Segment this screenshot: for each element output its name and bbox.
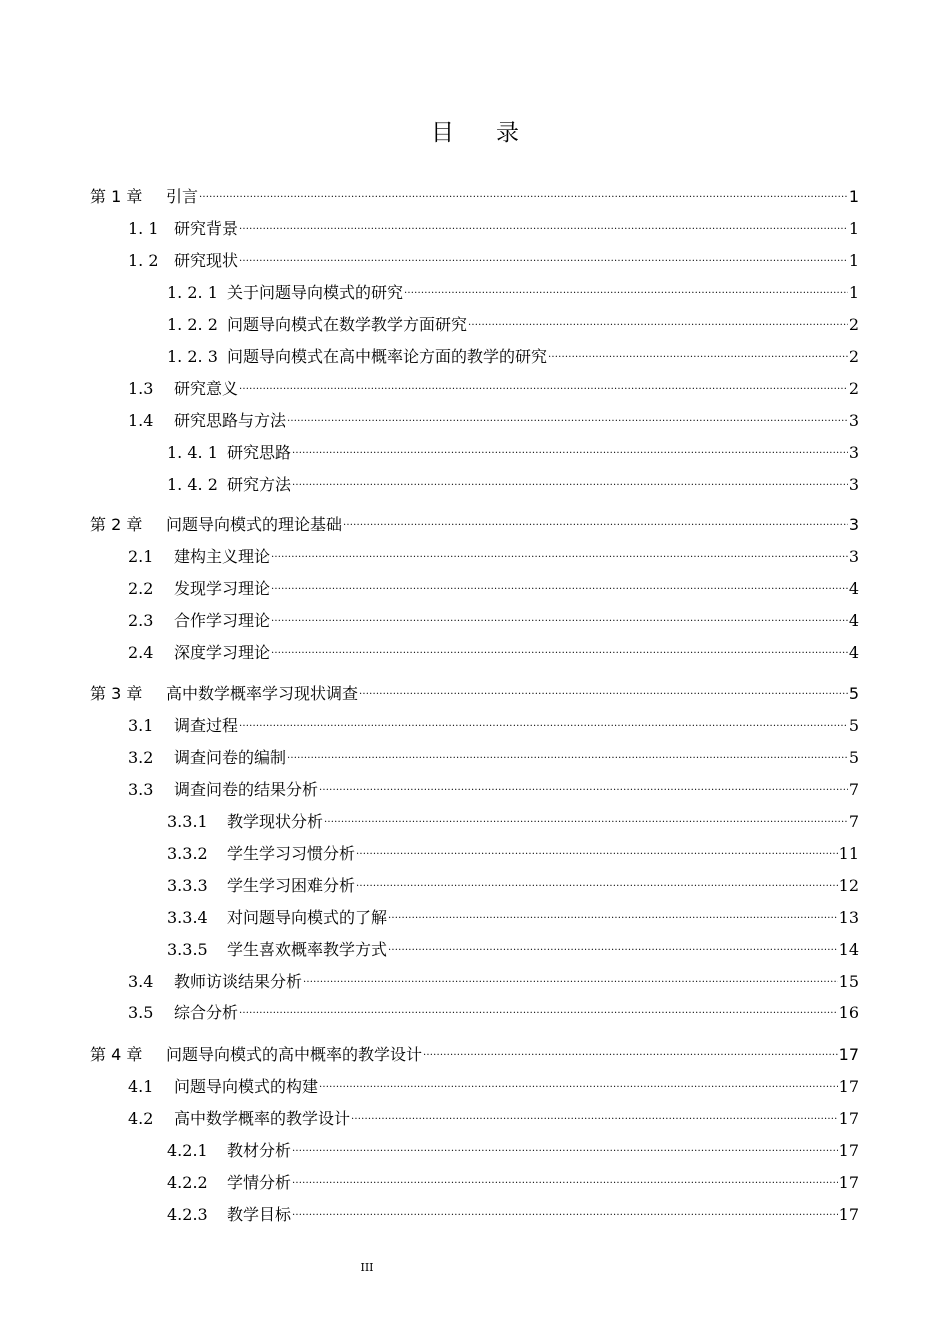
toc-entry-title: 研究背景 (174, 219, 239, 238)
toc-dot-leader (548, 347, 848, 367)
toc-entry-title: 教材分析 (227, 1141, 292, 1160)
toc-entry-number: 第 4 章 (90, 1045, 143, 1064)
toc-dot-leader (292, 1141, 838, 1161)
toc-section-entry[interactable] (167, 279, 859, 303)
toc-dot-leader (292, 475, 848, 495)
toc-entry-page: 14 (838, 940, 859, 959)
toc-entry-page: 15 (838, 972, 859, 991)
toc-entry-title: 高中数学概率学习现状调查 (166, 684, 359, 703)
toc-dot-leader (239, 219, 848, 239)
toc-entry-page: 13 (838, 908, 859, 927)
toc-entry-number: 2.2 (128, 579, 154, 598)
toc-entry-title: 问题导向模式在数学教学方面研究 (227, 315, 468, 334)
toc-entry-number: 3.2 (128, 748, 154, 767)
toc-entry-page: 17 (838, 1077, 859, 1096)
toc-entry-title: 研究意义 (174, 379, 239, 398)
toc-entry-number: 第 2 章 (90, 515, 143, 534)
toc-entry-number: 1. 4. 1 (167, 443, 218, 462)
toc-dot-leader (423, 1045, 838, 1065)
toc-section-entry[interactable] (128, 543, 859, 567)
toc-dot-leader (292, 1173, 838, 1193)
toc-section-entry[interactable] (167, 1201, 859, 1225)
toc-entry-number: 3.3.4 (167, 908, 208, 927)
toc-section-entry[interactable] (167, 936, 859, 960)
toc-dot-leader (468, 315, 848, 335)
toc-section-entry[interactable] (128, 247, 859, 271)
toc-entry-number: 1. 2. 1 (167, 283, 218, 302)
toc-entry-page: 17 (838, 1045, 859, 1064)
toc-entry-page: 16 (838, 1003, 859, 1022)
toc-entry-title: 研究方法 (227, 475, 292, 494)
toc-entry-page: 3 (848, 547, 859, 566)
toc-entry-number: 2.1 (128, 547, 154, 566)
toc-dot-leader (319, 780, 848, 800)
toc-section-entry[interactable] (128, 744, 859, 768)
toc-entry-page: 4 (848, 579, 859, 598)
toc-dot-leader (343, 515, 848, 535)
toc-entry-page: 4 (848, 643, 859, 662)
toc-entry-number: 4.2 (128, 1109, 154, 1128)
toc-entry-title: 问题导向模式的理论基础 (166, 515, 343, 534)
toc-entry-number: 1.4 (128, 411, 154, 430)
toc-entry-title: 调查问卷的编制 (174, 748, 287, 767)
toc-entry-number: 3.3.5 (167, 940, 208, 959)
toc-section-entry[interactable] (167, 471, 859, 495)
toc-entry-title: 对问题导向模式的了解 (227, 908, 388, 927)
toc-entry-page: 12 (838, 876, 859, 895)
toc-entry-title: 调查问卷的结果分析 (174, 780, 319, 799)
toc-entry-page: 17 (838, 1173, 859, 1192)
toc-entry-title: 合作学习理论 (174, 611, 271, 630)
toc-entry-page: 2 (848, 379, 859, 398)
toc-entry-title: 引言 (166, 187, 199, 206)
toc-chapter-entry[interactable] (90, 511, 859, 535)
toc-entry-number: 4.2.2 (167, 1173, 208, 1192)
toc-section-entry[interactable] (128, 712, 859, 736)
toc-dot-leader (239, 716, 848, 736)
toc-entry-title: 调查过程 (174, 716, 239, 735)
toc-chapter-entry[interactable] (90, 183, 859, 207)
toc-entry-number: 3.1 (128, 716, 154, 735)
toc-dot-leader (239, 251, 848, 271)
toc-section-entry[interactable] (128, 968, 859, 992)
toc-entry-page: 17 (838, 1141, 859, 1160)
toc-entry-number: 1. 2. 2 (167, 315, 218, 334)
toc-entry-number: 2.4 (128, 643, 154, 662)
toc-section-entry[interactable] (128, 215, 859, 239)
toc-dot-leader (319, 1077, 838, 1097)
toc-chapter-entry[interactable] (90, 680, 859, 704)
toc-dot-leader (271, 579, 848, 599)
toc-entry-title: 教师访谈结果分析 (174, 972, 303, 991)
toc-dot-leader (271, 611, 848, 631)
toc-entry-title: 研究现状 (174, 251, 239, 270)
toc-dot-leader (239, 379, 848, 399)
toc-entry-page: 17 (838, 1109, 859, 1128)
toc-entry-page: 1 (848, 251, 859, 270)
toc-entry-title: 高中数学概率的教学设计 (174, 1109, 351, 1128)
toc-entry-page: 1 (848, 219, 859, 238)
toc-dot-leader (388, 908, 838, 928)
toc-entry-number: 4.2.1 (167, 1141, 208, 1160)
toc-entry-title: 教学目标 (227, 1205, 292, 1224)
toc-entry-number: 1. 2 (128, 251, 159, 270)
toc-entry-number: 1. 1 (128, 219, 159, 238)
toc-entry-title: 综合分析 (174, 1003, 239, 1022)
toc-section-entry[interactable] (167, 439, 859, 463)
toc-entry-number: 3.4 (128, 972, 154, 991)
toc-dot-leader (271, 547, 848, 567)
toc-title-part1: 目 (431, 120, 454, 146)
toc-dot-leader (359, 684, 848, 704)
toc-entry-number: 4.1 (128, 1077, 154, 1096)
toc-entry-number: 第 3 章 (90, 684, 143, 703)
toc-entry-page: 1 (848, 187, 859, 206)
toc-dot-leader (388, 940, 838, 960)
toc-entry-title: 学生喜欢概率教学方式 (227, 940, 388, 959)
toc-section-entry[interactable] (128, 1073, 859, 1097)
toc-entry-page: 1 (848, 283, 859, 302)
toc-entry-page: 5 (848, 716, 859, 735)
toc-entry-page: 3 (848, 515, 859, 534)
toc-entry-page: 7 (848, 780, 859, 799)
toc-section-entry[interactable] (167, 808, 859, 832)
toc-entry-page: 3 (848, 411, 859, 430)
toc-dot-leader (356, 844, 838, 864)
toc-entry-title: 学生学习习惯分析 (227, 844, 356, 863)
toc-section-entry[interactable] (167, 311, 859, 335)
toc-entry-title: 问题导向模式的构建 (174, 1077, 319, 1096)
toc-entry-page: 5 (848, 684, 859, 703)
toc-dot-leader (404, 283, 848, 303)
toc-entry-title: 研究思路 (227, 443, 292, 462)
toc-section-entry[interactable] (128, 607, 859, 631)
toc-dot-leader (287, 411, 848, 431)
toc-dot-leader (287, 748, 848, 768)
toc-dot-leader (271, 643, 848, 663)
toc-entry-page: 5 (848, 748, 859, 767)
toc-entry-number: 3.3.3 (167, 876, 208, 895)
toc-entry-number: 1.3 (128, 379, 154, 398)
toc-entry-page: 17 (838, 1205, 859, 1224)
toc-entry-page: 3 (848, 475, 859, 494)
toc-entry-number: 3.3.1 (167, 812, 208, 831)
toc-dot-leader (239, 1003, 838, 1023)
toc-entry-number: 3.3.2 (167, 844, 208, 863)
toc-entry-title: 研究思路与方法 (174, 411, 287, 430)
toc-section-entry[interactable] (128, 407, 859, 431)
toc-entry-title: 问题导向模式在高中概率论方面的教学的研究 (227, 347, 548, 366)
toc-entry-number: 3.3 (128, 780, 154, 799)
toc-section-entry[interactable] (128, 999, 859, 1023)
toc-entry-title: 教学现状分析 (227, 812, 324, 831)
toc-section-entry[interactable] (167, 872, 859, 896)
toc-section-entry[interactable] (167, 1137, 859, 1161)
toc-section-entry[interactable] (167, 904, 859, 928)
toc-entry-number: 2.3 (128, 611, 154, 630)
toc-entry-number: 第 1 章 (90, 187, 143, 206)
toc-entry-title: 学生学习困难分析 (227, 876, 356, 895)
toc-dot-leader (324, 812, 848, 832)
toc-title (0, 114, 950, 147)
toc-entry-title: 深度学习理论 (174, 643, 271, 662)
toc-entry-page: 4 (848, 611, 859, 630)
toc-dot-leader (292, 443, 848, 463)
toc-entry-title: 发现学习理论 (174, 579, 271, 598)
toc-entry-page: 2 (848, 315, 859, 334)
toc-entry-title: 关于问题导向模式的研究 (227, 283, 404, 302)
toc-dot-leader (292, 1205, 838, 1225)
toc-entry-page: 3 (848, 443, 859, 462)
toc-entry-title: 学情分析 (227, 1173, 292, 1192)
toc-entry-number: 1. 4. 2 (167, 475, 218, 494)
toc-entry-number: 1. 2. 3 (167, 347, 218, 366)
toc-section-entry[interactable] (167, 840, 859, 864)
toc-dot-leader (356, 876, 838, 896)
toc-section-entry[interactable] (128, 375, 859, 399)
toc-entry-number: 3.5 (128, 1003, 154, 1022)
toc-section-entry[interactable] (167, 1169, 859, 1193)
toc-title-part2: 录 (496, 120, 519, 146)
toc-entry-title: 问题导向模式的高中概率的教学设计 (166, 1045, 423, 1064)
toc-entry-page: 2 (848, 347, 859, 366)
toc-section-entry[interactable] (128, 575, 859, 599)
toc-section-entry[interactable] (128, 639, 859, 663)
page-number: III (360, 1261, 374, 1274)
toc-entry-page: 11 (838, 844, 859, 863)
toc-section-entry[interactable] (128, 776, 859, 800)
toc-entry-page: 7 (848, 812, 859, 831)
toc-dot-leader (351, 1109, 838, 1129)
toc-dot-leader (303, 972, 838, 992)
toc-entry-title: 建构主义理论 (174, 547, 271, 566)
toc-section-entry[interactable] (128, 1105, 859, 1129)
toc-entry-number: 4.2.3 (167, 1205, 208, 1224)
toc-dot-leader (199, 187, 848, 207)
toc-section-entry[interactable] (167, 343, 859, 367)
toc-chapter-entry[interactable] (90, 1041, 859, 1065)
